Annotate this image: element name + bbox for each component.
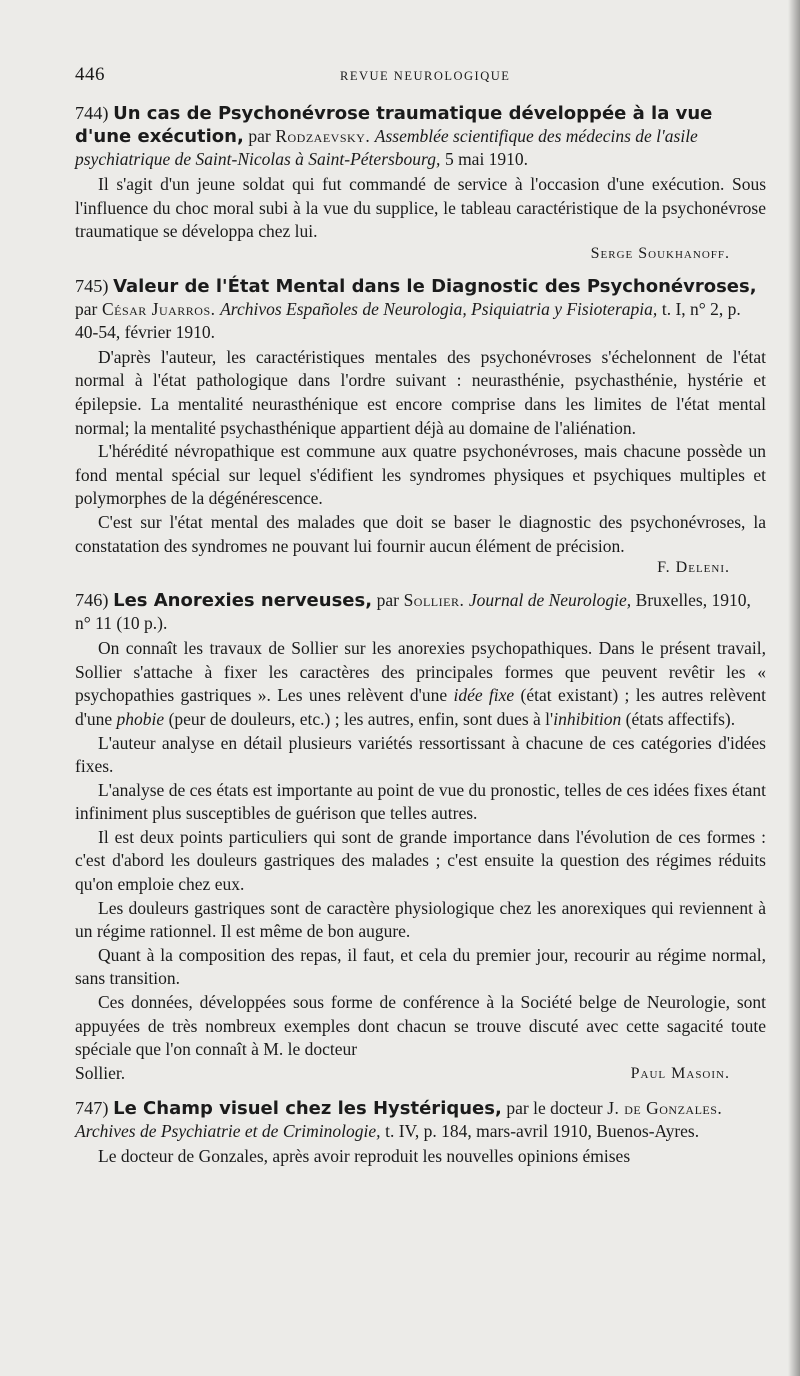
article-by: par	[248, 126, 271, 146]
article-paragraph: L'auteur analyse en détail plusieurs variétés ressortissant à chacune de ces catégories d'idées fixes.	[75, 732, 766, 777]
article-number: 745)	[75, 275, 109, 296]
article-author: Rodzaevsky.	[275, 126, 371, 146]
article-paragraph: Il s'agit d'un jeune soldat qui fut commandé de service à l'occasion d'une exécution. Sous l'influence du choc moral subi à la vue du supplice, le tableau caractéristique de la psychonévrose traumatique se développa chez lui.	[75, 174, 766, 242]
article-author: César Juarros.	[101, 298, 216, 319]
article-paragraph: Ces données, développées sous forme de conférence à la Société belge de Neurologie, sont appuyées de très nombreux exemples dont chacun se trouve discuté avec cette sagacité toute spéciale que l'on connaît à M. le docteur	[75, 992, 766, 1060]
article-signature: F. Deleni.	[657, 559, 730, 577]
article-paragraph: Quant à la composition des repas, il faut, et cela du premier jour, recourir au régime normal, sans transition.	[75, 944, 766, 989]
article-signature: Paul Masoin.	[630, 1064, 730, 1082]
article-paragraph: Les douleurs gastriques sont de caractère physiologique chez les anorexiques qui reviennent à un régime rationnel. Il est même de bon augure.	[75, 897, 766, 942]
emphasis: phobie	[116, 708, 165, 729]
article-number: 746)	[75, 590, 109, 611]
article-heading	[75, 1097, 766, 1143]
article-title: Un cas de Psychonévrose traumatique développée à la vue d'une exécution,	[75, 103, 713, 147]
article-745	[75, 275, 766, 577]
article-date: t. IV, p. 184, mars-avril 1910, Buenos-Ayres.	[385, 1121, 700, 1142]
text-run: (états affectifs).	[621, 708, 736, 729]
closing-text: Sollier.	[75, 1062, 126, 1083]
article-source: Journal de Neurologie,	[468, 590, 632, 611]
article-date: Bruxelles, 1910, n° 11 (10 p.).	[75, 590, 751, 634]
article-746	[75, 589, 766, 1085]
article-signature: Serge Soukhanoff.	[590, 244, 730, 262]
article-title: Valeur de l'État Mental dans le Diagnostic des Psychonévroses,	[113, 275, 757, 297]
article-by: par le docteur	[506, 1098, 603, 1119]
article-paragraph: D'après l'auteur, les caractéristiques mentales des psychonévroses s'échelonnent de l'état normal à l'état pathologique dans l'ordre suivant : neurasthénie, psychasthénie, hystérie et épilepsie. La mentalité neurasthénique est encore comprise dans les limites de l'état mental normal; la mentalité psychasthénique appartient déjà au domaine de l'aliénation.	[75, 346, 766, 438]
page-edge-shadow	[788, 0, 800, 1376]
article-by: par	[75, 298, 98, 319]
article-paragraph: Le docteur de Gonzales, après avoir reproduit les nouvelles opinions émises	[98, 1146, 631, 1167]
article-source: Archives de Psychiatrie et de Criminologie,	[75, 1121, 381, 1142]
article-author: Sollier.	[403, 590, 465, 611]
article-paragraph: L'analyse de ces états est importante au point de vue du pronostic, telles de ces idées fixes étant infiniment plus susceptibles de guérison que telles autres.	[75, 779, 766, 824]
article-paragraph	[75, 637, 766, 731]
article-title: Le Champ visuel chez les Hystériques,	[113, 1098, 502, 1120]
article-source: Archivos Españoles de Neurologia, Psiquiatria y Fisioterapia,	[220, 298, 658, 319]
text-run: (peur de douleurs, etc.) ; les autres, enfin, sont dues à l'	[164, 708, 554, 729]
article-744	[75, 102, 766, 263]
article-number: 747)	[75, 1098, 109, 1119]
text-run: (état existant) ; les autres relèvent d'une	[75, 685, 766, 729]
closing-line	[75, 1062, 766, 1086]
page-number: 446	[75, 64, 105, 85]
article-paragraph: C'est sur l'état mental des malades que doit se baser le diagnostic des psychonévroses, la constatation des syndromes ne pouvant lui fournir aucun élément de précision.	[75, 511, 766, 556]
article-date: t. I, n° 2, p. 40-54, février 1910.	[75, 298, 741, 342]
emphasis: idée fixe	[453, 685, 515, 706]
article-by: par	[376, 590, 399, 611]
running-head: REVUE NEUROLOGIQUE	[340, 69, 511, 83]
article-paragraph: Il est deux points particuliers qui sont de grande importance dans l'évolution de ces formes : c'est d'abord les douleurs gastriques des malades ; c'est ensuite la question des régimes réduits qu'on emploie chez eux.	[75, 826, 766, 895]
article-heading	[75, 275, 766, 344]
emphasis: inhibition	[553, 708, 622, 729]
article-heading	[75, 589, 766, 635]
article-paragraph: L'hérédité névropathique est commune aux quatre psychonévroses, mais chacune possède un fond mental spécial sur lequel s'édifient les syndromes physiques et psychiques multiples et polymorphes de la dégénérescence.	[75, 441, 766, 509]
article-title: Les Anorexies nerveuses,	[113, 590, 373, 612]
article-date: 5 mai 1910.	[444, 149, 529, 169]
text-run: On connaît les travaux de Sollier sur les anorexies psychopathiques. Dans le présent travail, Sollier s'attache à fixer les caractères des principales formes que peuvent revêtir les « psychopathies gastriques ». Les unes relèvent d'une	[75, 638, 766, 706]
article-747	[75, 1097, 766, 1169]
article-author: J. de Gonzales.	[607, 1098, 723, 1119]
article-source: Assemblée scientifique des médecins de l'asile psychiatrique de Saint-Nicolas à Saint-Pétersbourg,	[75, 126, 698, 169]
page-header	[75, 64, 765, 86]
article-heading	[75, 102, 766, 171]
article-number: 744)	[75, 103, 109, 123]
